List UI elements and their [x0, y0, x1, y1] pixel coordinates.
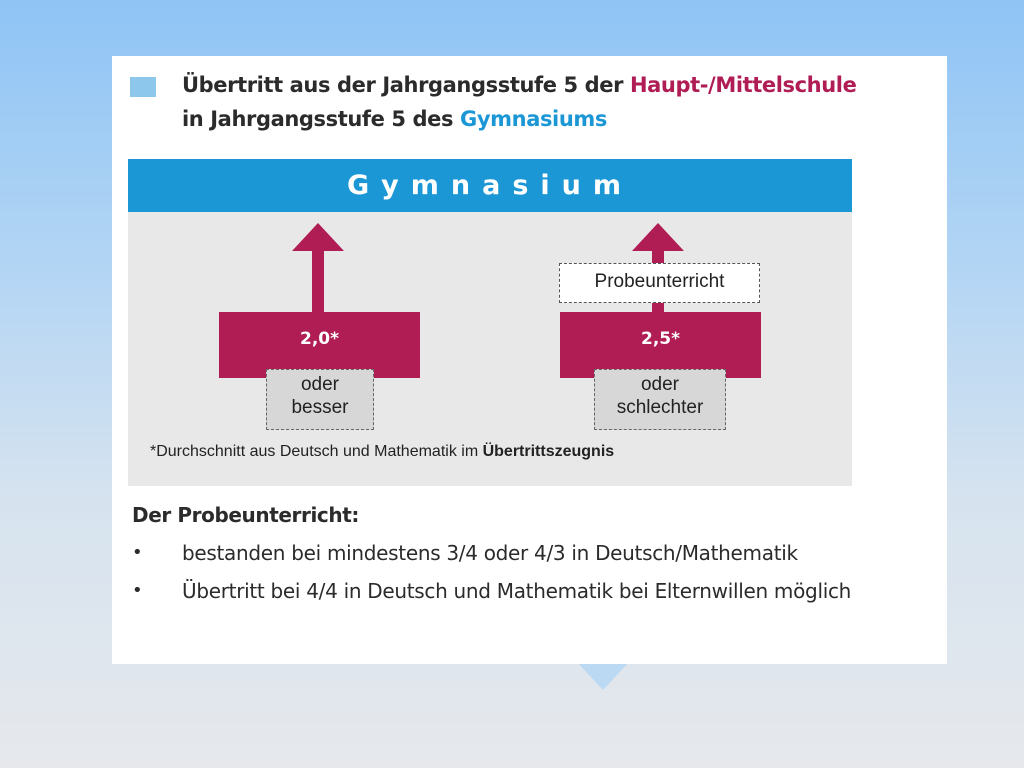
slide-pointer: [575, 660, 631, 690]
left-condition-box: [266, 369, 374, 430]
page-title: [182, 68, 856, 136]
bullet-text: bestanden bei mindestens 3/4 oder 4/3 in Deutsch/Mathematik: [182, 541, 798, 565]
title-line2-highlight: Gymnasiums: [460, 107, 607, 131]
probeunterricht-box: Probeunterricht: [559, 263, 760, 303]
right-condition-line1: oder: [640, 374, 680, 395]
left-condition-line1: oder: [300, 374, 340, 395]
bullet-icon: •: [132, 580, 143, 601]
footnote-bold: Übertrittszeugnis: [482, 443, 615, 460]
title-line1-highlight: Haupt-/Mittelschule: [629, 73, 857, 97]
right-condition-box: [594, 369, 726, 430]
probe-bullet-list: [130, 534, 930, 610]
left-arrow-shaft: [312, 249, 324, 313]
bullet-icon: •: [132, 542, 143, 563]
right-grade-value: 2,5*: [640, 329, 680, 349]
left-arrow-head-icon: [292, 223, 344, 251]
content-card: [112, 56, 947, 664]
bullet-text: Übertritt bei 4/4 in Deutsch und Mathematik bei Elternwillen möglich: [182, 579, 852, 603]
diagram-footnote: [150, 443, 614, 461]
list-item: [130, 534, 930, 572]
transfer-diagram: [128, 159, 852, 486]
title-line2-prefix: in Jahrgangsstufe 5 des: [182, 107, 461, 131]
right-arrow-head-icon: [632, 223, 684, 251]
left-condition-line2: besser: [291, 397, 349, 418]
footnote-text: *Durchschnitt aus Deutsch und Mathematik im: [150, 443, 483, 460]
right-arrow-shaft-upper: [652, 249, 664, 263]
title-line1-prefix: Übertritt aus der Jahrgangsstufe 5 der: [182, 73, 630, 97]
left-grade-value: 2,0*: [299, 329, 339, 349]
heading-marker-icon: [130, 77, 156, 97]
list-item: [130, 572, 882, 610]
right-condition-line2: schlechter: [616, 397, 704, 418]
probe-section-title: Der Probeunterricht:: [132, 503, 359, 527]
gymnasium-bar: Gymnasium: [128, 159, 852, 212]
